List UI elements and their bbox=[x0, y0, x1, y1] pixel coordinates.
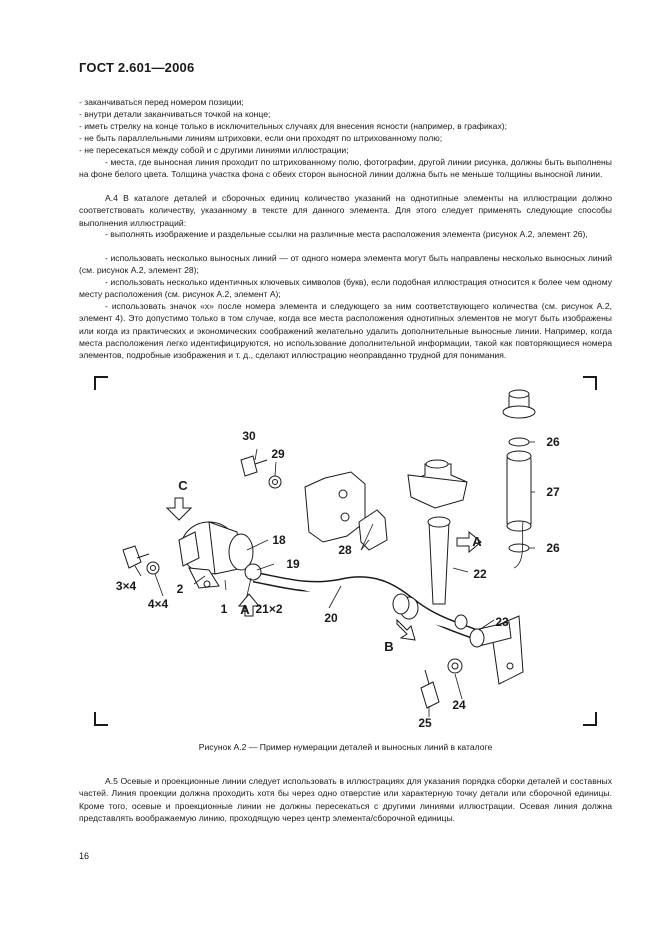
list-item: - не пересекаться между собой и с другими линиями иллюстрации; bbox=[79, 145, 349, 155]
callout-label: 3×4 bbox=[115, 579, 137, 593]
callout-label: 20 bbox=[324, 611, 338, 625]
callout-label: 26 bbox=[546, 435, 560, 449]
list-item: - использовать значок «x» после номера элемента и следующего за ним соответствующего количества (см. рисунок А.2, элемент 4). Это допустимо только в том случае, когда все места расположения однотипных элементов не могут быть изображены или когда из практических и экономических соображений желательно удалить дополнительные выносные линии. Например, когда места расположения легко идентифицируются, но использование дополнительной информации, такой как повторяющиеся номера элементов, подробные изображения и т. д., сделают иллюстрацию неоправданно трудной для понимания. bbox=[79, 301, 612, 361]
callout-label: 22 bbox=[473, 567, 487, 581]
callout-label: 24 bbox=[452, 698, 466, 712]
list-item: - не быть параллельными линиям штриховки, если они проходят по штрихованному полю; bbox=[79, 133, 443, 143]
page-number: 16 bbox=[79, 851, 90, 861]
view-arrow-b bbox=[397, 620, 415, 640]
list-item: - иметь стрелку на конце только в исключительных случаях для внесения ясности (например, в графиках); bbox=[79, 121, 508, 131]
list-item: - заканчиваться перед номером позиции; bbox=[79, 97, 244, 107]
callout-label: 30 bbox=[242, 429, 256, 443]
list-item: - использовать несколько выносных линий — от одного номера элемента могут быть направлены несколько выносных линий (см. рисунок А.2, элемент 28); bbox=[79, 253, 612, 276]
list-item: - выполнять изображение и раздельные ссылки на различные места расположения элемента (рисунок А.2, элемент 26), bbox=[105, 229, 588, 239]
callout-label: 25 bbox=[418, 716, 432, 730]
callout-label: 4×4 bbox=[147, 597, 169, 611]
callout-label: 23 bbox=[495, 615, 509, 629]
callout-label: A bbox=[472, 534, 482, 549]
callout-label: 26 bbox=[546, 541, 560, 555]
callout-label: 27 bbox=[546, 485, 560, 499]
section-a4-paragraph: А.4 В каталоге деталей и сборочных единиц количество указаний на однотипные элементы на иллюстрации должно соответствовать количеству, указанному в тексте для данного элемента. Для этого следует применять следующие способы выполнения иллюстраций: bbox=[79, 193, 612, 228]
list-item: - места, где выносная линия проходит по штрихованному полю, фотографии, другой линии рисунка, должны быть выполнены на фоне белого цвета. Толщина участка фона с обеих сторон выносной линии должна быть не меньше толщины выносной линии. bbox=[79, 157, 612, 180]
callout-label: 28 bbox=[338, 543, 352, 557]
callout-label: 1 bbox=[220, 602, 228, 616]
section-a5-paragraph: А.5 Осевые и проекционные линии следует использовать в иллюстрациях для указания порядка сборки деталей и составных частей. Линия проекции должна проходить хотя бы через одно отверстие или характерную точку детали или сборочной единицы. Кроме того, осевые и проекционные линии не должны пересекаться с другими линиями иллюстрации. Осевая линия должна представлять воображаемую линию, проходящую через центр элемента/сборочной единицы. bbox=[79, 776, 612, 823]
callout-label: 18 bbox=[272, 533, 286, 547]
callout-label: B bbox=[384, 639, 394, 654]
callout-label: 2 bbox=[176, 582, 184, 596]
figure-caption: Рисунок А.2 — Пример нумерации деталей и выносных линий в каталоге bbox=[198, 742, 493, 752]
parts-diagram bbox=[79, 372, 612, 742]
callout-label: A bbox=[240, 602, 250, 617]
list-item: - внутри детали заканчиваться точкой на конце; bbox=[79, 109, 271, 119]
view-arrow-c bbox=[167, 498, 191, 520]
callout-label: 21×2 bbox=[255, 602, 283, 616]
callout-label: 19 bbox=[286, 557, 300, 571]
list-item: - использовать несколько идентичных ключевых символов (букв), если подобная иллюстрация относится к более чем одному месту расположения (см. рисунок А.2, элемент А); bbox=[79, 277, 612, 300]
callout-label: C bbox=[178, 478, 188, 493]
figure-a2 bbox=[79, 372, 612, 742]
document-header: ГОСТ 2.601—2006 bbox=[79, 60, 195, 75]
callout-label: 29 bbox=[271, 447, 285, 461]
